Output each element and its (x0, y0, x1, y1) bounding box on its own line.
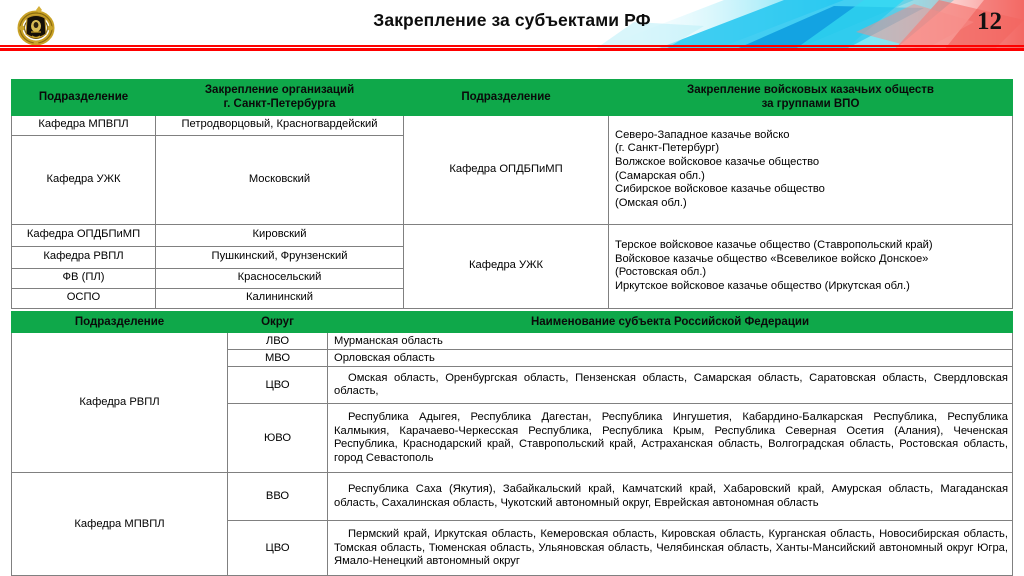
table2-col-district-header: Округ (228, 312, 328, 333)
table1-col-unit-right-header: Подразделение (404, 80, 609, 116)
table2-subject-cell: Пермский край, Иркутская область, Кемеровская область, Кировская область, Курганская область, Новосибирская область, Томская область, Тюменская область, Ульяновская область, Челябинская область, Ханты-Мансийский автономный округ Югра, Ямало-Ненецкий автономный округ (328, 521, 1013, 576)
table1-col-cossack-societies-header: Закрепление войсковых казачьих обществ за группами ВПО (609, 80, 1013, 116)
table2-subject-cell: Орловская область (328, 350, 1013, 367)
table1-unit-cell: Кафедра ОПДБПиМП (12, 224, 156, 246)
table1-unit-cell: ФВ (ПЛ) (12, 268, 156, 288)
table1-unit-cell: Кафедра МПВПЛ (12, 115, 156, 135)
table1-unit-cell: Кафедра РВПЛ (12, 246, 156, 268)
table1-district-cell: Калининский (156, 288, 404, 308)
table2-subject-cell: Республика Адыгея, Республика Дагестан, Республика Ингушетия, Кабардино-Балкарская Республика, Республика Калмыкия, Карачаево-Черкесская Республика, Республика Крым, Республика Северная Осетия (Алания), Чеченская Республика, Краснодарский край, Ставропольский край, Астраханская область, Волгоградская область, Ростовская область, город Севастополь (328, 404, 1013, 473)
table2-subject-cell: Республика Саха (Якутия), Забайкальский край, Камчатский край, Хабаровский край, Амурская область, Магаданская область, Сахалинская область, Чукотский автономный округ, Еврейская автономная область (328, 473, 1013, 521)
page-title: Закрепление за субъектами РФ (373, 10, 651, 30)
slide-header-banner (0, 0, 1024, 52)
table1-societies-cell: Терское войсковое казачье общество (Ставропольский край) Войсковое казачье общество «Всевеликое войско Донское» (Ростовская обл.) Иркутское войсковое казачье общество (Иркутская обл.) (609, 224, 1013, 308)
table1-district-cell: Петродворцовый, Красногвардейский (156, 115, 404, 135)
divider-line-mid (0, 48, 1024, 51)
header-red-divider (0, 45, 1024, 52)
table2-district-cell: ЦВО (228, 521, 328, 576)
table2-subject-cell: Мурманская область (328, 333, 1013, 350)
divider-line-top (0, 45, 1024, 47)
table-row (12, 333, 1013, 350)
table2-unit-cell: Кафедра МПВПЛ (12, 473, 228, 576)
table1-unit-cell: ОСПО (12, 288, 156, 308)
table2-col-unit-header: Подразделение (12, 312, 228, 333)
table2-district-cell: ЮВО (228, 404, 328, 473)
assignment-table-federal-subjects (11, 311, 1013, 576)
table1-col-unit-left-header: Подразделение (12, 80, 156, 116)
table1-header-row (12, 80, 1013, 116)
table1-district-cell: Пушкинский, Фрунзенский (156, 246, 404, 268)
table2-header-row (12, 312, 1013, 333)
table1-district-cell: Красносельский (156, 268, 404, 288)
table2-subject-cell: Омская область, Оренбургская область, Пензенская область, Самарская область, Саратовская область, Свердловская область, (328, 367, 1013, 404)
table2-district-cell: ВВО (228, 473, 328, 521)
table-row (12, 473, 1013, 521)
table1-district-cell: Московский (156, 135, 404, 224)
table1-unit-cell: Кафедра УЖК (12, 135, 156, 224)
table-row (12, 224, 1013, 246)
table1-right-unit-cell: Кафедра УЖК (404, 224, 609, 308)
table-row (12, 115, 1013, 135)
table1-right-unit-cell: Кафедра ОПДБПиМП (404, 115, 609, 224)
assignment-table-organizations (11, 79, 1013, 309)
table2-district-cell: ЦВО (228, 367, 328, 404)
table1-societies-cell: Северо-Западное казачье войско (г. Санкт-Петербург) Волжское войсковое казачье общество (Самарская обл.) Сибирское войсковое казачье общество (Омская обл.) (609, 115, 1013, 224)
table2-unit-cell: Кафедра РВПЛ (12, 333, 228, 473)
table1-col-organizations-header: Закрепление организаций г. Санкт-Петербурга (156, 80, 404, 116)
table2-col-subject-header: Наименование субъекта Российской Федерации (328, 312, 1013, 333)
slide-page-number: 12 (977, 8, 1002, 35)
table2-district-cell: ЛВО (228, 333, 328, 350)
table1-district-cell: Кировский (156, 224, 404, 246)
table2-district-cell: МВО (228, 350, 328, 367)
